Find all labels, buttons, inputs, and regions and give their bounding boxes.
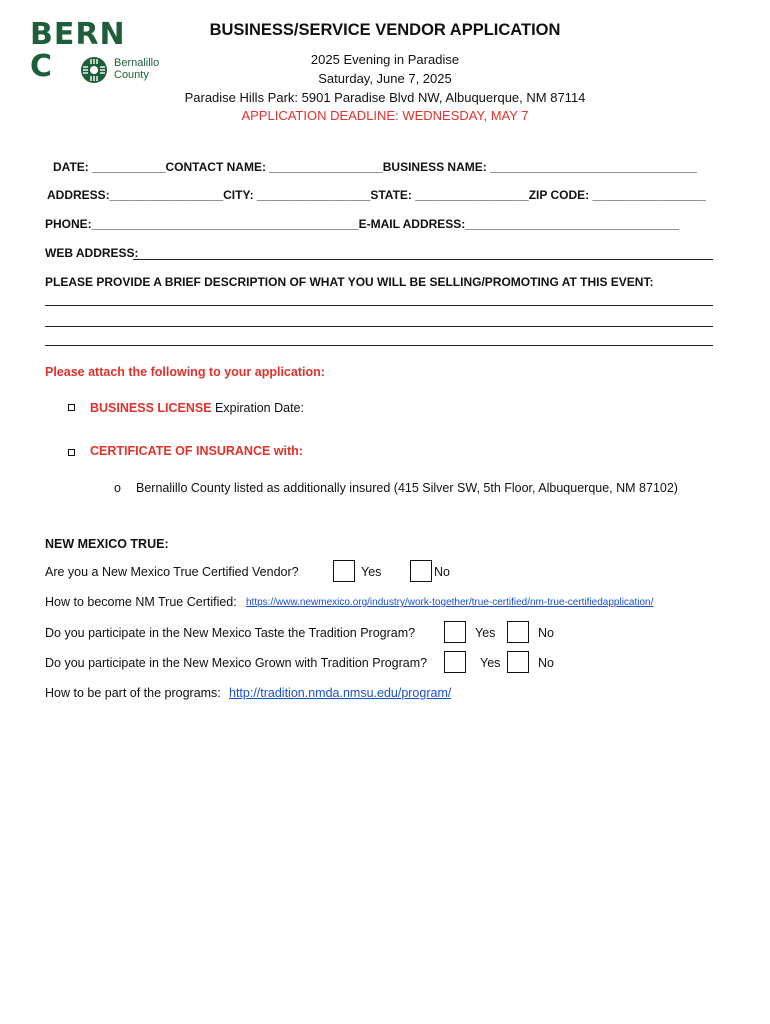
business-license-item: BUSINESS LICENSE Expiration Date: [90, 401, 304, 415]
logo-c-text: C [30, 49, 53, 84]
programs-link[interactable]: http://tradition.nmda.nmsu.edu/program/ [229, 686, 452, 700]
insurance-item: CERTIFICATE OF INSURANCE with: [90, 444, 303, 458]
row-date-contact-business[interactable]: DATE: ___________CONTACT NAME: _________________BUSINESS NAME: _______________________________ [53, 160, 697, 174]
checkbox-bullet-icon [68, 404, 75, 411]
taste-tradition-no-checkbox[interactable] [507, 621, 529, 643]
nm-true-question: Are you a New Mexico True Certified Vendor? [45, 565, 299, 579]
nm-true-yes-label: Yes [361, 565, 382, 579]
description-line-2[interactable] [45, 326, 713, 327]
logo-county-line2: County [114, 69, 149, 81]
event-date: Saturday, June 7, 2025 [318, 71, 452, 86]
grown-tradition-no-checkbox[interactable] [507, 651, 529, 673]
taste-tradition-yes-checkbox[interactable] [444, 621, 466, 643]
taste-tradition-question: Do you participate in the New Mexico Taste the Tradition Program? [45, 626, 416, 640]
taste-tradition-yes-label: Yes [475, 626, 496, 640]
web-address-label: WEB ADDRESS: [45, 246, 139, 260]
insured-requirement: Bernalillo County listed as additionally insured (415 Silver SW, 5th Floor, Albuquerque, NM 87102) [136, 481, 678, 495]
application-deadline: APPLICATION DEADLINE: WEDNESDAY, MAY 7 [241, 108, 529, 123]
web-address-line[interactable] [133, 259, 713, 260]
nm-true-no-label: No [434, 565, 450, 579]
nm-true-heading: NEW MEXICO TRUE: [45, 537, 169, 551]
nm-true-certification-link[interactable]: https://www.newmexico.org/industry/work-together/true-certified/nm-true-certifiedapplication/ [246, 597, 654, 608]
row-address-city-state-zip[interactable]: ADDRESS:_________________CITY: _________________STATE: _________________ZIP CODE: _________________ [47, 188, 706, 202]
event-location: Paradise Hills Park: 5901 Paradise Blvd NW, Albuquerque, NM 87114 [184, 90, 586, 105]
sub-bullet-icon: o [114, 481, 121, 495]
page-title: BUSINESS/SERVICE VENDOR APPLICATION [209, 21, 561, 39]
nm-true-yes-checkbox[interactable] [333, 560, 355, 582]
logo-county-line1: Bernalillo [114, 57, 160, 69]
grown-tradition-no-label: No [538, 656, 554, 670]
programs-label: How to be part of the programs: [45, 686, 221, 700]
nm-true-no-checkbox[interactable] [410, 560, 432, 582]
event-name: 2025 Evening in Paradise [310, 52, 460, 67]
nm-true-how-label: How to become NM True Certified: [45, 595, 237, 609]
checkbox-bullet-icon [68, 449, 75, 456]
description-line-1[interactable] [45, 305, 713, 306]
logo-bern-text: BERN [30, 17, 126, 52]
grown-tradition-yes-label: Yes [480, 656, 501, 670]
grown-tradition-question: Do you participate in the New Mexico Grown with Tradition Program? [45, 656, 428, 670]
grown-tradition-yes-checkbox[interactable] [444, 651, 466, 673]
attachments-heading: Please attach the following to your application: [45, 365, 325, 379]
description-label: PLEASE PROVIDE A BRIEF DESCRIPTION OF WHAT YOU WILL BE SELLING/PROMOTING AT THIS EVENT: [45, 275, 654, 289]
taste-tradition-no-label: No [538, 626, 554, 640]
row-phone-email[interactable]: PHONE:________________________________________E-MAIL ADDRESS:________________________________ [45, 217, 679, 231]
description-line-3[interactable] [45, 345, 713, 346]
